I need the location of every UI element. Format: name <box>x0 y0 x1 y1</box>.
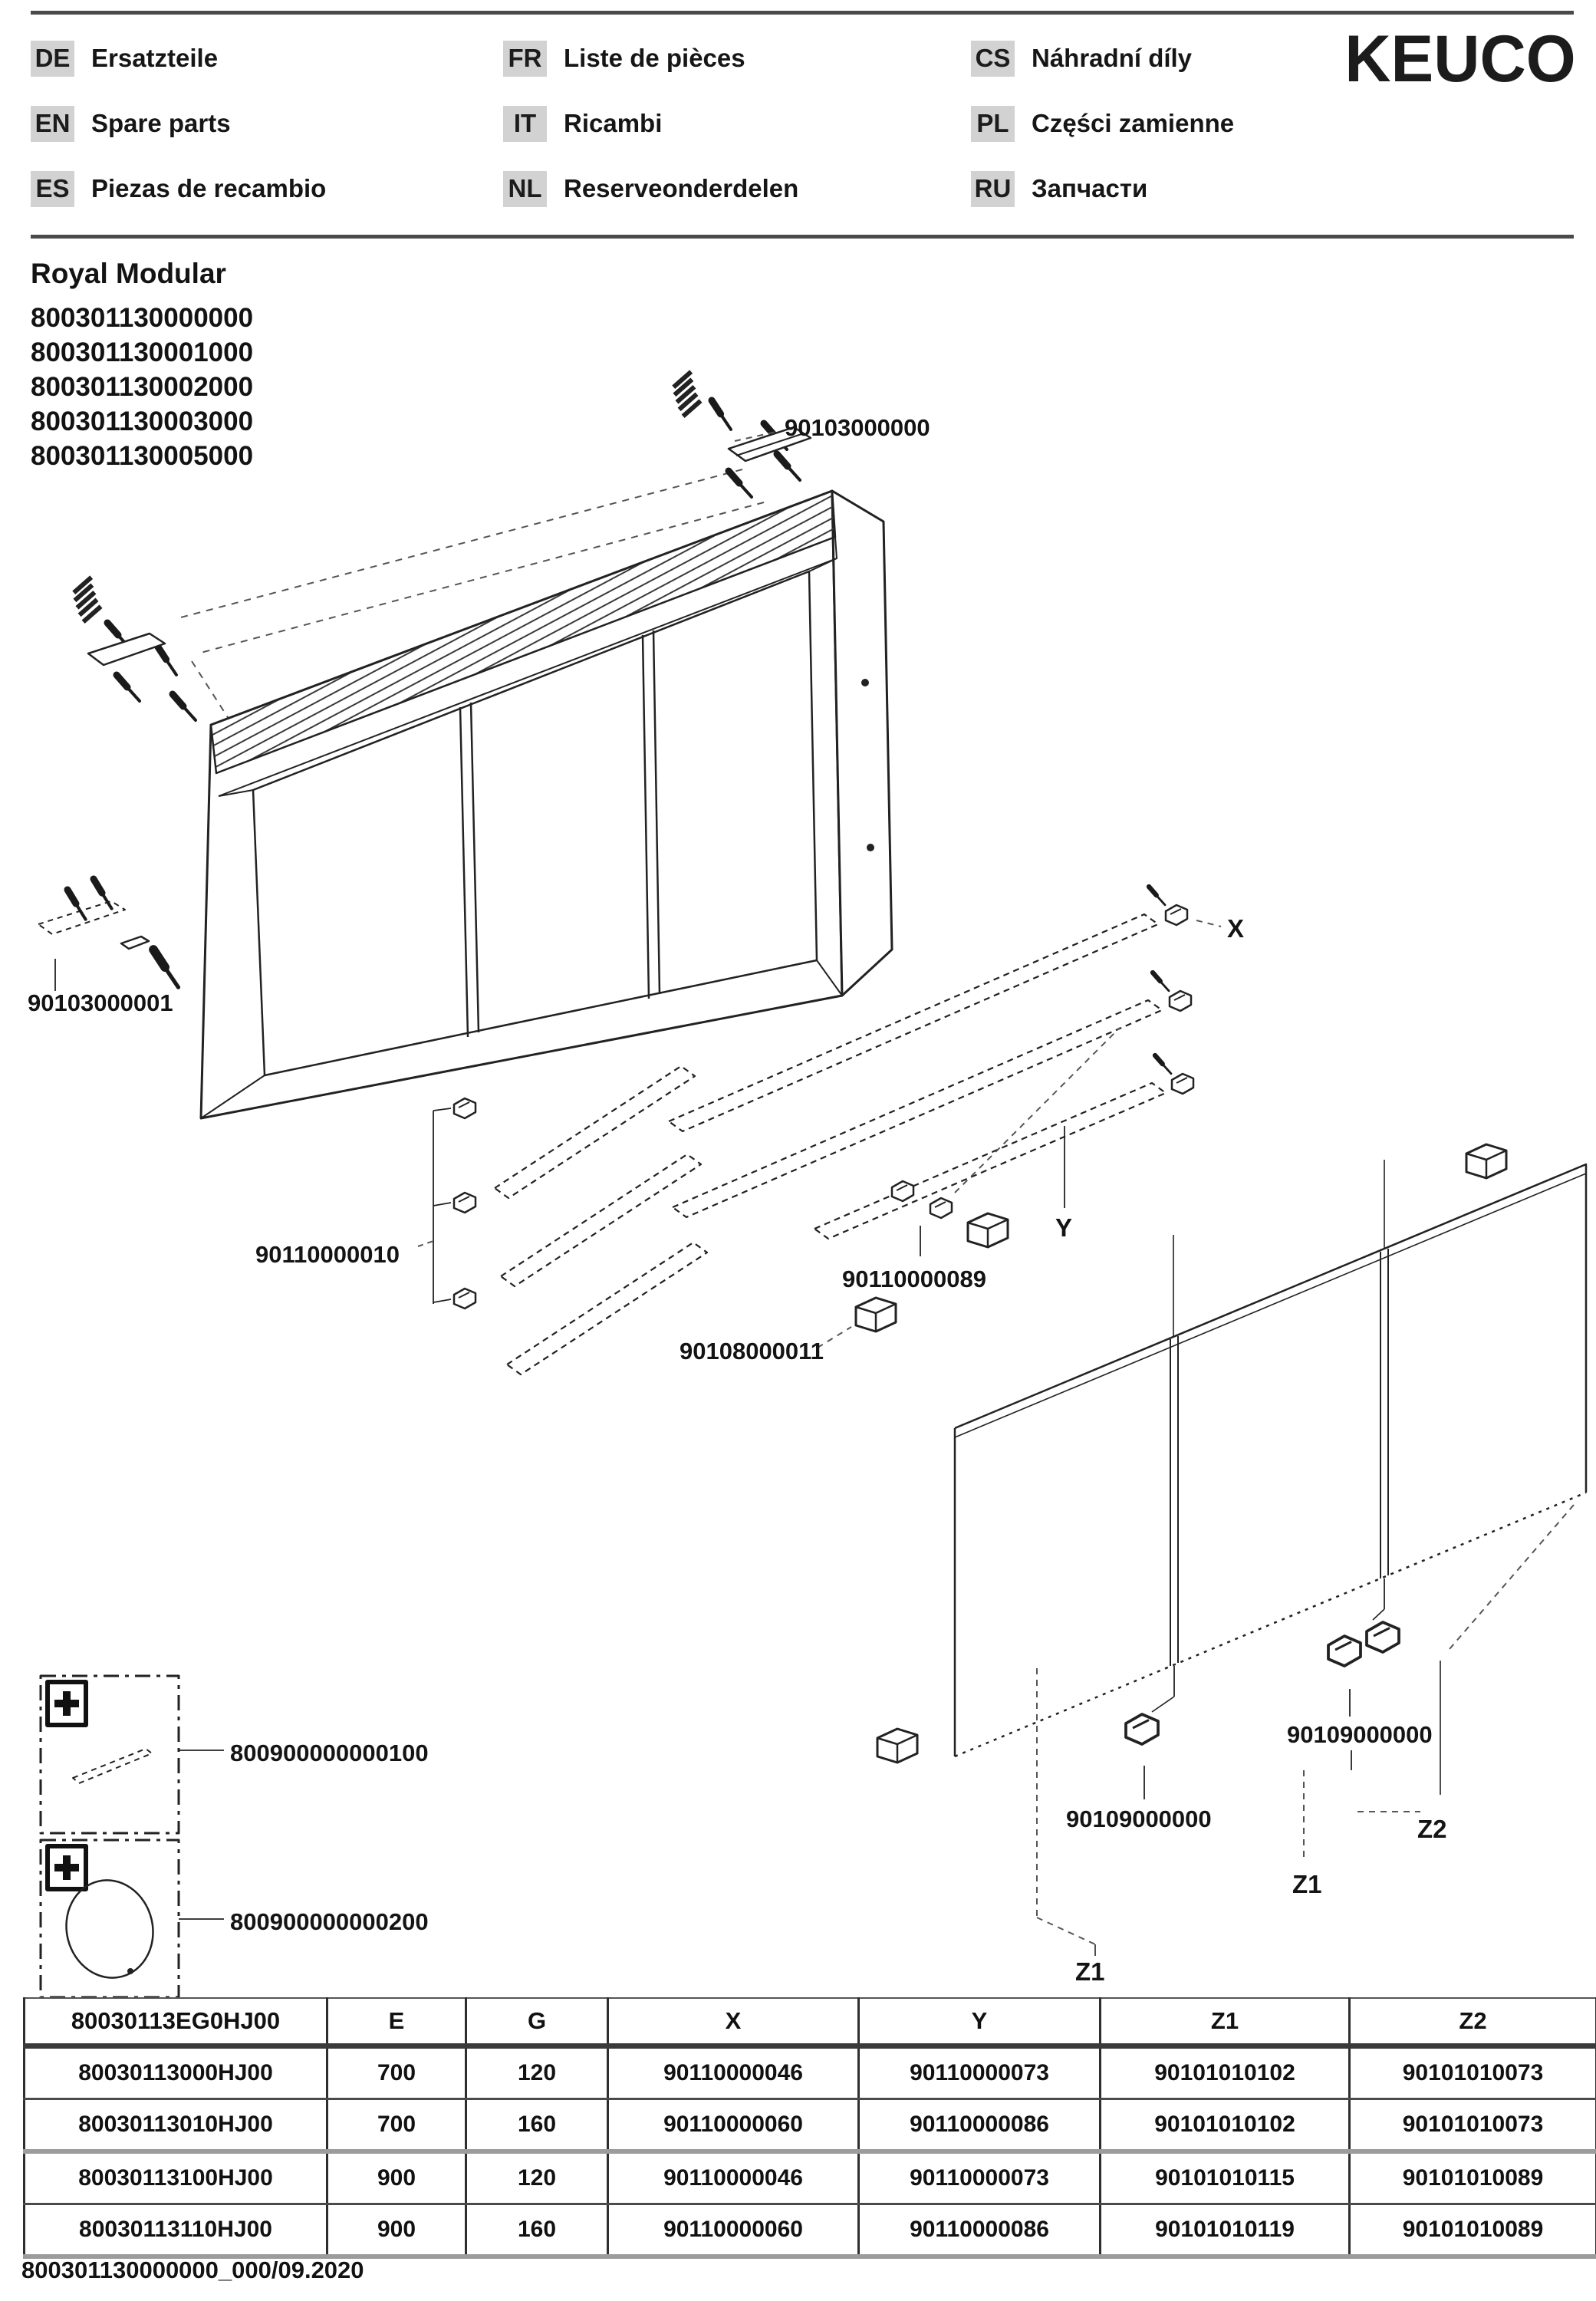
table-cell: 80030113000HJ00 <box>25 2046 327 2099</box>
part-label-shelf-clip: 90110000089 <box>842 1266 986 1292</box>
table-header-cell: Y <box>859 1998 1101 2046</box>
lang-label: Ersatzteile <box>91 44 219 72</box>
part-label-hinge: 90108000011 <box>680 1338 824 1364</box>
product-code: 800301130002000 <box>31 372 254 402</box>
wall-bracket-assembly <box>38 879 183 991</box>
lang-badge: RU <box>971 171 1015 207</box>
lang-badge: FR <box>503 41 547 77</box>
lang-badge: IT <box>503 106 547 142</box>
table-cell: 90101010073 <box>1350 2099 1596 2152</box>
lang-label: Piezas de recambio <box>91 174 327 202</box>
product-code: 800301130001000 <box>31 337 254 367</box>
table-cell: 90110000060 <box>608 2099 859 2152</box>
table-header-cell: E <box>327 1998 466 2046</box>
part-label-damper-right: 90109000000 <box>1287 1721 1433 1748</box>
damper-right-group <box>1304 1505 1574 1862</box>
table-header-cell: G <box>466 1998 608 2046</box>
table-cell: 160 <box>466 2099 608 2152</box>
table-cell: 90110000073 <box>859 2151 1101 2204</box>
table-header-row <box>25 1998 1596 2046</box>
table-cell: 80030113110HJ00 <box>25 2204 327 2257</box>
ref-label-z1-right: Z1 <box>1292 1870 1322 1898</box>
series-title: Royal Modular <box>31 258 226 289</box>
table-cell: 90101010073 <box>1350 2046 1596 2099</box>
ref-label-y: Y <box>1055 1213 1073 1242</box>
lang-label: Запчасти <box>1032 174 1148 202</box>
part-label-wall-bracket: 90103000001 <box>28 989 173 1016</box>
table-cell: 90110000046 <box>608 2046 859 2099</box>
part-label-top-bracket: 90103000000 <box>785 414 930 441</box>
table-row <box>25 2046 1596 2099</box>
table-cell: 90110000046 <box>608 2151 859 2204</box>
accessory-led-strip <box>41 1676 224 1833</box>
table-cell: 900 <box>327 2151 466 2204</box>
table-cell: 120 <box>466 2151 608 2204</box>
product-code: 800301130005000 <box>31 441 254 471</box>
accessory-oval-cover <box>41 1840 224 1997</box>
lang-badge: DE <box>31 41 74 77</box>
table-cell: 90101010115 <box>1101 2151 1350 2204</box>
table-cell: 80030113010HJ00 <box>25 2099 327 2152</box>
cabinet-carcass <box>201 491 892 1118</box>
table-cell: 90101010102 <box>1101 2046 1350 2099</box>
table-cell: 90110000086 <box>859 2099 1101 2152</box>
table-cell: 900 <box>327 2204 466 2257</box>
table-header-cell: Z1 <box>1101 1998 1350 2046</box>
table-header-cell: Z2 <box>1350 1998 1596 2046</box>
document-number: 800301130000000_000/09.2020 <box>21 2257 364 2283</box>
table-cell: 700 <box>327 2099 466 2152</box>
ref-label-x: X <box>1227 914 1245 943</box>
lang-badge: NL <box>503 171 547 207</box>
lang-label: Spare parts <box>91 109 231 137</box>
table-cell: 90101010119 <box>1101 2204 1350 2257</box>
part-label-cover-oval: 800900000000200 <box>230 1908 429 1935</box>
lang-label: Liste de pièces <box>564 44 745 72</box>
table-cell: 90110000086 <box>859 2204 1101 2257</box>
lang-label: Reserveonderdelen <box>564 174 799 202</box>
variants-table <box>23 1997 1596 2259</box>
table-cell: 700 <box>327 2046 466 2099</box>
table-cell: 90101010089 <box>1350 2151 1596 2204</box>
part-label-led-profile: 800900000000100 <box>230 1740 429 1766</box>
table-row <box>25 2151 1596 2204</box>
mirror-doors <box>955 1160 1586 1756</box>
table-cell: 120 <box>466 2046 608 2099</box>
part-label-shelf-holder: 90110000010 <box>255 1241 400 1268</box>
shelf-holder-group <box>418 1066 707 1374</box>
table-header-cell: X <box>608 1998 859 2046</box>
table-row <box>25 2099 1596 2152</box>
lang-badge: CS <box>971 41 1015 77</box>
lang-badge: EN <box>31 106 74 142</box>
ref-label-z2: Z2 <box>1417 1815 1447 1843</box>
table-row <box>25 2204 1596 2257</box>
part-label-damper-left: 90109000000 <box>1066 1806 1212 1832</box>
keuco-logo: KEUCO <box>1344 22 1576 96</box>
lang-badge: PL <box>971 106 1015 142</box>
product-code: 800301130000000 <box>31 303 254 333</box>
lang-badge: ES <box>31 171 74 207</box>
product-code: 800301130003000 <box>31 407 254 436</box>
table-cell: 90101010102 <box>1101 2099 1350 2152</box>
ref-label-z1-left: Z1 <box>1075 1957 1105 1986</box>
table-header-cell: 80030113EG0HJ00 <box>25 1998 327 2046</box>
table-cell: 80030113100HJ00 <box>25 2151 327 2204</box>
table-cell: 160 <box>466 2204 608 2257</box>
lang-label: Ricambi <box>564 109 663 137</box>
table-cell: 90101010089 <box>1350 2204 1596 2257</box>
table-cell: 90110000060 <box>608 2204 859 2257</box>
table-cell: 90110000073 <box>859 2046 1101 2099</box>
left-bracket-assembly <box>70 578 196 720</box>
lang-label: Náhradní díly <box>1032 44 1193 72</box>
lang-label: Części zamienne <box>1032 109 1235 137</box>
